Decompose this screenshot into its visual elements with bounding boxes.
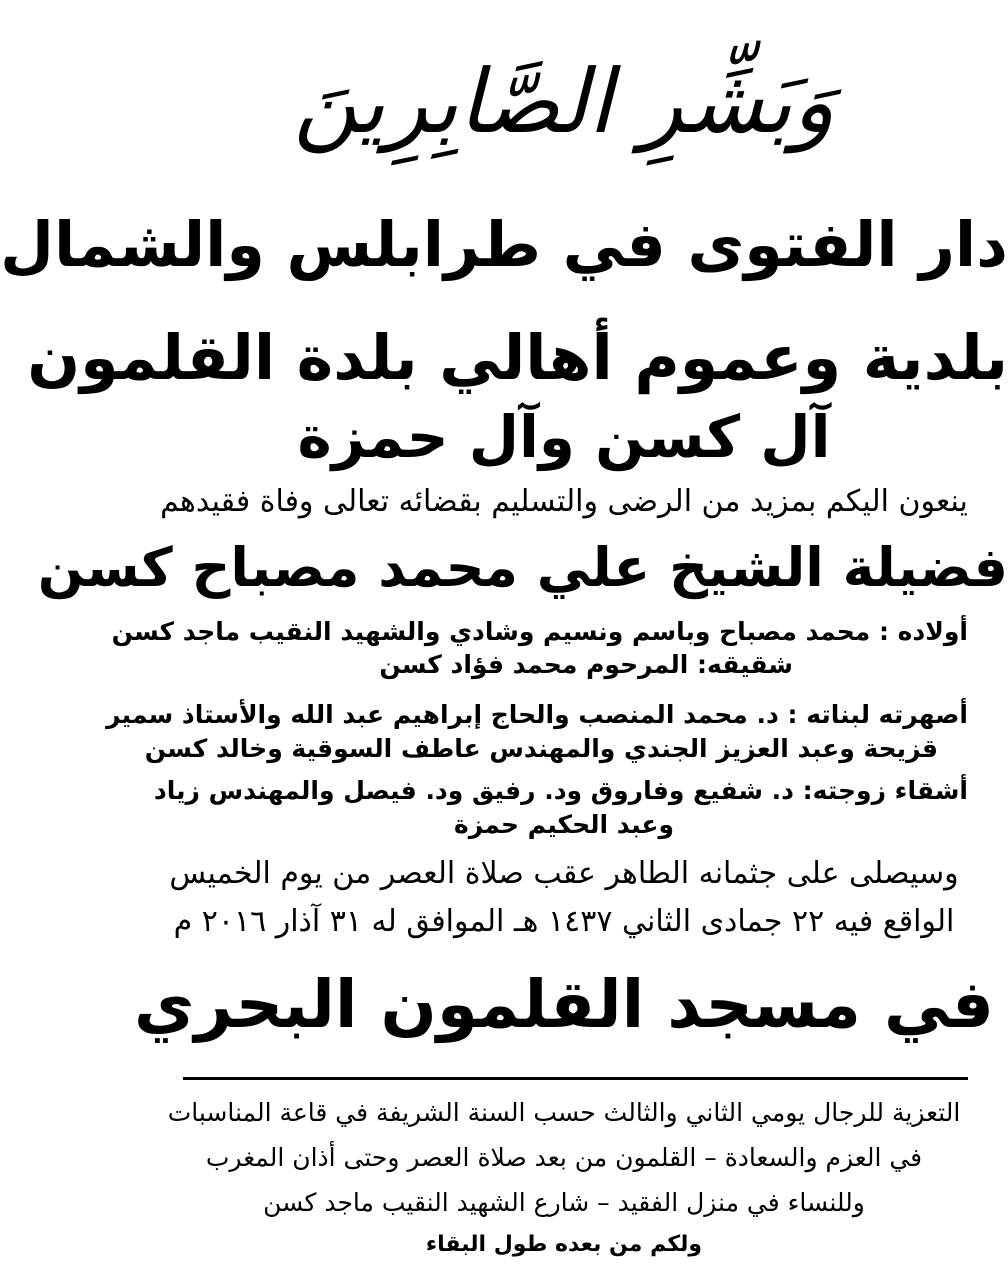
dar-alfatwa-heading: دار الفتوى في طرابلس والشمال <box>0 208 1008 281</box>
deceased-name: فضيلة الشيخ علي محمد مصباح كسن <box>37 536 1008 599</box>
wife-brothers-line-2: وعبد الحكيم حمزة <box>453 810 675 839</box>
quran-verse-heading: وَبَشِّرِ الصَّابِرِينَ <box>293 50 835 153</box>
wife-brothers-line-1: أشقاء زوجته: د. شفيع وفاروق ود. رفيق ود. فيصل والمهندس زياد <box>153 776 968 805</box>
condolences-line-3: وللنساء في منزل الفقيد – شارع الشهيد النقيب ماجد كسن <box>263 1188 865 1217</box>
sons-line: أولاده : محمد مصباح وباسم ونسيم وشادي والشهيد النقيب ماجد كسن <box>111 617 968 646</box>
sons-in-law-line-1: أصهرته لبناته : د. محمد المنصب والحاج إبراهيم عبد الله والأستاذ سمير <box>106 700 968 729</box>
condolences-line-1: التعزية للرجال يومي الثاني والثالث حسب السنة الشريفة في قاعة المناسبات <box>167 1098 961 1127</box>
sons-in-law-line-2: قزيحة وعبد العزيز الجندي والمهندس عاطف السوقية وخالد كسن <box>144 734 938 763</box>
mosque-name: في مسجد القلمون البحري <box>134 966 994 1043</box>
section-divider <box>183 1077 968 1080</box>
condolences-line-2: في العزم والسعادة – القلمون من بعد صلاة العصر وحتى أذان المغرب <box>205 1143 923 1172</box>
brother-line: شقيقه: المرحوم محمد فؤاد كسن <box>379 650 793 679</box>
funeral-prayer-line-1: وسيصلى على جثمانه الطاهر عقب صلاة العصر من يوم الخميس <box>169 856 959 891</box>
municipality-heading: بلدية وعموم أهالي بلدة القلمون <box>27 321 1008 394</box>
closing-line: ولكم من بعده طول البقاء <box>425 1232 703 1257</box>
funeral-date-line: الواقع فيه ٢٢ جمادى الثاني ١٤٣٧ هـ الموافق له ٣١ آذار ٢٠١٦ م <box>173 904 955 939</box>
announcement-text: ينعون اليكم بمزيد من الرضى والتسليم بقضائه تعالى وفاة فقيدهم <box>160 484 968 519</box>
families-heading: آل كسن وآل حمزة <box>297 403 831 471</box>
